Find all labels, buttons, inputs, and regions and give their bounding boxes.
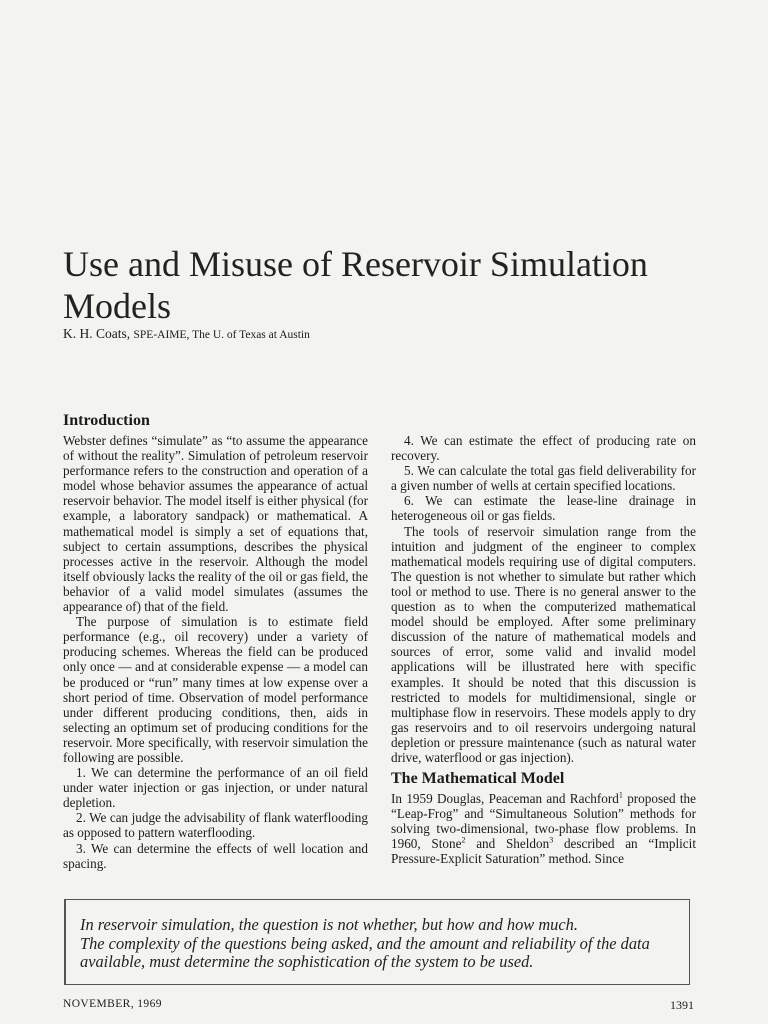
left-column <box>63 411 368 871</box>
author-name: K. H. Coats, <box>63 326 131 341</box>
section-heading-introduction: Introduction <box>63 412 150 429</box>
math-text-d: described an “Implicit Pressure-Explicit Saturation” method. Since <box>391 836 696 867</box>
list-item-2: 2. We can judge the advisability of flank waterflooding as opposed to pattern waterflooding. <box>63 810 368 841</box>
pull-quote-line-1: In reservoir simulation, the question is not whether, but how and how much. <box>80 915 578 934</box>
byline <box>63 326 310 342</box>
list-item-4: 4. We can estimate the effect of producing rate on recovery. <box>391 433 696 464</box>
title-line-2: Models <box>63 286 171 326</box>
pull-quote-box <box>64 899 690 985</box>
math-text-c: and Sheldon <box>465 836 550 852</box>
footer-date: NOVEMBER, 1969 <box>63 998 162 1010</box>
page-number: 1391 <box>670 998 694 1012</box>
intro-paragraph-1: Webster defines “simulate” as “to assume the appearance of without the reality”. Simulation of petroleum reservoir performance refers to the construction and operation of a model whose behavior assumes the appearance of actual reservoir behavior. The model itself is either physical (for example, a laboratory sandpack) or mathematical. A mathematical model is simply a set of equations that, subject to certain assumptions, describes the physical processes active in the reservoir. Although the model itself obviously lacks the reality of the oil or gas field, the behavior of a valid model simulates (assumes the appearance of) that of the field. <box>63 433 368 615</box>
intro-paragraph-3: The tools of reservoir simulation range from the intuition and judgment of the engineer to complex mathematical models requiring use of digital computers. The question is not whether to simulate but rather which tool or method to use. There is no general answer to the question as to when the computerized mathematical model should be employed. After some preliminary discussion of the nature of mathematical models and sources of error, some valid and invalid model applications will be illustrated here with specific examples. It should be noted that this discussion is restricted to models for multidimensional, single or multiphase flow in reservoirs. These models apply to dry gas reservoirs and to oil reservoirs undergoing natural depletion or pressure maintenance (such as natural water drive, waterflood or gas injection). <box>391 523 696 765</box>
reference-1: 1 <box>618 790 623 800</box>
title-line-1: Use and Misuse of Reservoir Simulation <box>63 244 648 284</box>
author-affiliation: SPE-AIME, The U. of Texas at Austin <box>133 329 310 341</box>
right-column <box>391 433 696 867</box>
list-item-1: 1. We can determine the performance of an oil field under water injection or gas injection, or under natural depletion. <box>63 765 368 811</box>
math-model-paragraph-1 <box>391 791 696 866</box>
list-item-3: 3. We can determine the effects of well location and spacing. <box>63 840 368 871</box>
reference-3: 3 <box>549 835 554 845</box>
reference-2: 2 <box>461 835 466 845</box>
intro-paragraph-2: The purpose of simulation is to estimate field performance (e.g., oil recovery) under a variety of producing schemes. Whereas the field can be produced only once — and at considerable expense — a model can be produced or “run” many times at low expense over a short period of time. Observation of model performance under different producing conditions, then, aids in selecting an optimum set of producing conditions for the reservoir. More specifically, with reservoir simulation the following are possible. <box>63 614 368 765</box>
article-title <box>63 243 713 327</box>
list-item-5: 5. We can calculate the total gas field deliverability for a given number of wells at certain specified locations. <box>391 463 696 494</box>
math-text-b: proposed the “Leap-Frog” and “Simultaneous Solution” methods for solving two-dimensional, two-phase flow problems. In 1960, Stone <box>391 791 696 852</box>
math-text-a: In 1959 Douglas, Peaceman and Rachford <box>391 791 619 807</box>
pull-quote-line-2: The complexity of the questions being asked, and the amount and reliability of the data <box>80 933 650 953</box>
list-item-6: 6. We can estimate the lease-line drainage in heterogeneous oil or gas fields. <box>391 493 696 524</box>
pull-quote-line-3: available, must determine the sophistication of the system to be used. <box>80 952 534 971</box>
section-heading-mathematical-model: The Mathematical Model <box>391 770 565 788</box>
